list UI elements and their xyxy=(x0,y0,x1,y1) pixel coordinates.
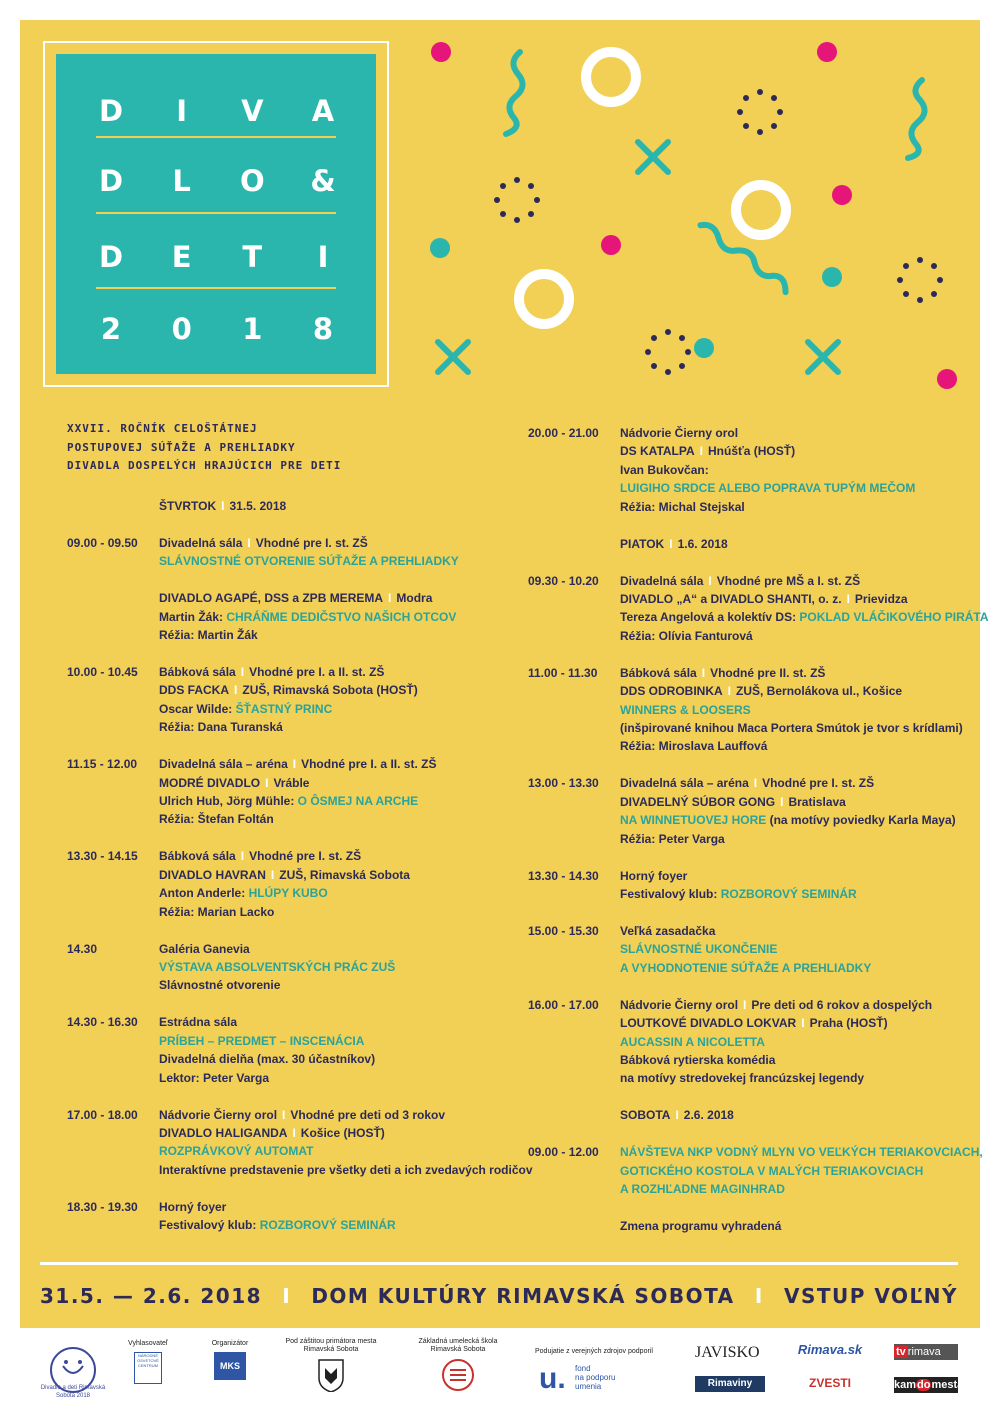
tv-rimava-logo xyxy=(894,1344,958,1360)
event-line xyxy=(159,1142,313,1160)
separator: I xyxy=(292,1126,296,1140)
event-time: 09.00 - 12.00 xyxy=(528,1145,599,1160)
event-line xyxy=(159,1216,396,1234)
separator: I xyxy=(270,867,275,882)
event-line xyxy=(620,627,753,645)
event-text: DIVADLO HALIGANDA xyxy=(159,1126,288,1140)
event-time: 11.15 - 12.00 xyxy=(67,757,138,772)
event-line xyxy=(159,774,309,792)
event-line xyxy=(620,701,751,719)
event-text: Slávnostné otvorenie xyxy=(159,978,281,993)
event-line xyxy=(159,681,418,699)
event-title: ROZBOROVÝ SEMINÁR xyxy=(259,1218,396,1233)
title-letter: O xyxy=(239,164,265,198)
separator: I xyxy=(292,757,297,772)
event-time: 09.00 - 09.50 xyxy=(67,536,138,550)
event-line xyxy=(159,958,395,976)
event-text: Divadelná sála xyxy=(620,573,704,588)
event-title: A ROZHĽADNE MAGINHRAD xyxy=(620,1182,785,1197)
separator: I xyxy=(753,776,758,791)
teal-cross xyxy=(808,342,838,372)
title-letter: L xyxy=(172,164,191,198)
event-text: ZUŠ, Bernolákova ul., Košice xyxy=(736,684,903,699)
festival-logo-text: Divadlo a deti Rimavská Sobota 2018 xyxy=(40,1385,106,1399)
event-text: Vhodné pre I. st. ZŠ xyxy=(762,776,875,791)
event-text: 2.6. 2018 xyxy=(683,1108,734,1123)
separator: I xyxy=(247,536,251,550)
event-text: ZUŠ, Rimavská Sobota xyxy=(279,867,410,882)
teal-squiggle xyxy=(506,52,523,134)
pink-dot xyxy=(832,185,852,205)
tv-name: rimava xyxy=(907,1346,941,1358)
event-text: Praha (HOSŤ) xyxy=(809,1016,888,1031)
separator: I xyxy=(846,592,850,606)
pink-dot xyxy=(937,369,957,389)
event-line xyxy=(620,424,738,442)
navy-dot-ring xyxy=(494,177,540,223)
event-text: Košice (HOSŤ) xyxy=(300,1126,385,1140)
logo-caption: Organizátor xyxy=(211,1340,249,1347)
event-text: Vhodné pre I. a II. st. ZŠ xyxy=(301,757,437,772)
event-text: Prievidza xyxy=(854,592,908,606)
event-text: (inšpirované knihou Maca Portera Smútok je tvor s krídlami) xyxy=(620,721,963,735)
teal-cross xyxy=(438,342,468,372)
kam-do-mesta-logo xyxy=(894,1377,964,1393)
separator: I xyxy=(282,1107,286,1122)
event-line xyxy=(620,461,709,479)
event-title: VÝSTAVA ABSOLVENTSKÝCH PRÁC ZUŠ xyxy=(159,960,396,974)
event-text: Bábková rytierska komédia xyxy=(620,1053,776,1067)
event-text: DIVADLO „A“ a DIVADLO SHANTI, o. z. xyxy=(620,592,842,606)
navy-dot-ring xyxy=(897,257,943,303)
kam-label: kam xyxy=(894,1379,917,1391)
tv-label: tv xyxy=(896,1346,906,1358)
white-ring xyxy=(586,52,636,102)
event-text: LOUTKOVÉ DIVADLO LOKVAR xyxy=(620,1016,797,1031)
event-text: DIVADLO HAVRAN xyxy=(159,867,266,882)
event-text: Lektor: Peter Varga xyxy=(159,1070,270,1085)
separator: I xyxy=(675,1108,679,1123)
event-title: AUCASSIN A NICOLETTA xyxy=(620,1034,765,1049)
event-text: DDS ODROBINKA xyxy=(620,684,723,699)
fond-name-line: umenia xyxy=(575,1382,602,1391)
event-line xyxy=(159,755,436,773)
event-line xyxy=(620,479,915,497)
logo-caption: Podujatie z verejných zdrojov podporil xyxy=(535,1348,653,1355)
fond-name-line: na podporu xyxy=(575,1373,616,1382)
event-time: 09.30 - 10.20 xyxy=(528,573,599,588)
event-text: Ulrich Hub, Jörg Mühle: xyxy=(159,794,298,808)
schedule-right-column xyxy=(528,424,989,1254)
event-line xyxy=(620,719,963,737)
event-text: Pre deti od 6 rokov a dospelých xyxy=(751,997,933,1012)
title-letter: D xyxy=(98,94,124,128)
event-text: Réžia: Peter Varga xyxy=(620,831,725,846)
event-line xyxy=(159,718,283,736)
subtitle-line: XXVII. ROČNÍK CELOŠTÁTNEJ xyxy=(67,422,258,435)
event-text: PIATOK xyxy=(620,536,665,551)
event-text: Bábková sála xyxy=(620,665,697,680)
event-line xyxy=(159,847,361,865)
logo-caption: Vyhlasovateľ xyxy=(128,1340,168,1347)
event-text: Veľká zasadačka xyxy=(620,924,716,938)
event-text: Réžia: Marian Lacko xyxy=(159,904,275,919)
event-text: Estrádna sála xyxy=(159,1015,238,1030)
event-text: Divadelná sála – aréna xyxy=(620,776,749,791)
title-letter: & xyxy=(310,164,336,198)
event-text: na motívy stredovekej francúzskej legendy xyxy=(620,1071,865,1086)
event-title: ROZBOROVÝ SEMINÁR xyxy=(720,887,857,901)
event-text: Nádvorie Čierny orol xyxy=(620,997,739,1012)
event-text: Réžia: Štefan Foltán xyxy=(159,812,274,827)
separator: I xyxy=(699,444,704,459)
event-line xyxy=(620,572,860,590)
logo-caption: Základná umelecká škola xyxy=(418,1338,498,1345)
title-letter: V xyxy=(241,94,264,128)
event-text: DIVADELNÝ SÚBOR GONG xyxy=(620,794,776,809)
logo-mks xyxy=(200,1340,260,1380)
footer-divider xyxy=(40,1262,958,1265)
event-text: DDS FACKA xyxy=(159,683,230,698)
event-text: Vhodné pre I. a II. st. ZŠ xyxy=(249,665,385,679)
teal-squiggle xyxy=(908,80,925,158)
subtitle-line: DIVADLA DOSPELÝCH HRAJÚCICH PRE DETI xyxy=(67,459,342,472)
separator: I xyxy=(754,1284,764,1308)
day-date: 31.5. 2018 xyxy=(229,499,287,513)
event-text: Bratislava xyxy=(788,794,846,809)
pink-dot xyxy=(431,42,451,62)
festival-venue: DOM KULTÚRY RIMAVSKÁ SOBOTA xyxy=(311,1284,735,1308)
title-letter: D xyxy=(98,240,124,274)
event-line xyxy=(620,774,874,792)
event-text: ZUŠ, Rimavská Sobota (HOSŤ) xyxy=(242,683,418,698)
title-letter: I xyxy=(317,240,329,274)
white-ring xyxy=(736,185,786,235)
event-line xyxy=(159,940,250,958)
event-title: O ÔSMEJ NA ARCHE xyxy=(297,794,419,808)
event-line xyxy=(620,1033,765,1051)
event-title: GOTICKÉHO KOSTOLA V MALÝCH TERIAKOVCIACH xyxy=(620,1163,924,1178)
coat-of-arms-icon xyxy=(317,1358,345,1392)
footer-bar xyxy=(40,1284,958,1308)
event-text: Horný foyer xyxy=(159,1199,227,1214)
event-text: Festivalový klub: xyxy=(620,887,721,901)
title-letter: I xyxy=(176,94,188,128)
event-text: 1.6. 2018 xyxy=(677,536,728,551)
separator: I xyxy=(240,849,245,864)
teal-cross xyxy=(638,142,668,172)
fond-logo-icon: u. xyxy=(539,1362,566,1395)
event-line xyxy=(620,664,825,682)
event-line xyxy=(159,884,328,902)
event-text: Anton Anderle: xyxy=(159,886,249,901)
event-line xyxy=(620,1180,785,1198)
event-title: LUIGIHO SRDCE ALEBO POPRAVA TUPÝM MEČOM xyxy=(620,481,916,496)
event-line xyxy=(620,1143,983,1161)
event-time: 13.00 - 13.30 xyxy=(528,776,599,791)
nos-logo: NÁRODNÉ OSVETOVÉ CENTRUM xyxy=(134,1352,162,1384)
event-line xyxy=(159,1161,533,1179)
mks-logo: MKS xyxy=(214,1352,246,1380)
event-text: DS KATALPA xyxy=(620,444,695,459)
event-line xyxy=(159,1050,375,1068)
logo-mesto xyxy=(283,1338,379,1397)
event-line xyxy=(620,867,687,885)
event-title: PRÍBEH – PREDMET – INSCENÁCIA xyxy=(159,1033,365,1048)
rimava-sk-logo: Rimava.sk xyxy=(797,1342,863,1357)
event-text: Vhodné pre I. st. ZŠ xyxy=(255,536,368,550)
teal-dot xyxy=(694,338,714,358)
event-text: Bábková sála xyxy=(159,849,236,864)
festival-logo xyxy=(38,1342,108,1403)
event-line xyxy=(620,996,932,1014)
event-text: Réžia: Miroslava Lauffová xyxy=(620,739,768,754)
logo-caption: Rimavská Sobota xyxy=(303,1346,359,1353)
separator: I xyxy=(743,997,747,1012)
event-line xyxy=(620,793,846,811)
day-name: ŠTVRTOK xyxy=(159,499,217,513)
separator: I xyxy=(669,536,673,551)
event-text: SOBOTA xyxy=(620,1108,671,1123)
event-line xyxy=(620,940,777,958)
event-time: 14.30 - 16.30 xyxy=(67,1015,138,1030)
title-row-2 xyxy=(96,164,338,198)
event-line xyxy=(620,1106,734,1124)
teal-dot xyxy=(822,267,842,287)
festival-dates: 31.5. — 2.6. 2018 xyxy=(40,1284,263,1308)
event-text: Divadelná dielňa (max. 30 účastníkov) xyxy=(159,1052,376,1067)
event-line xyxy=(159,903,274,921)
logo-zus xyxy=(410,1338,506,1397)
mesta-label: mesta xyxy=(931,1379,964,1391)
event-line xyxy=(159,700,332,718)
event-time: 17.00 - 18.00 xyxy=(67,1107,138,1122)
event-text: Modra xyxy=(396,591,433,606)
event-line xyxy=(620,590,908,608)
event-line xyxy=(159,552,459,570)
event-line xyxy=(620,1162,923,1180)
navy-dot-ring xyxy=(645,329,691,375)
event-text: Vhodné pre MŠ a I. st. ZŠ xyxy=(716,573,861,588)
event-time: 10.00 - 10.45 xyxy=(67,665,138,679)
entry-note: VSTUP VOĽNÝ xyxy=(783,1284,958,1308)
event-time: 13.30 - 14.30 xyxy=(528,868,599,883)
navy-dot-ring xyxy=(737,89,783,135)
event-text: DIVADLO AGAPÉ, DSS a ZPB MEREMA xyxy=(159,591,384,606)
title-letter: D xyxy=(98,164,124,198)
event-line xyxy=(620,959,871,977)
fond-name-line: fond xyxy=(575,1364,591,1373)
event-text: Vhodné pre I. st. ZŠ xyxy=(249,849,362,864)
title-letter: A xyxy=(311,94,335,128)
event-time: 15.00 - 15.30 xyxy=(528,924,599,938)
white-ring xyxy=(519,274,569,324)
event-text: Martin Žák: xyxy=(159,609,227,624)
event-text: Tereza Angelová a kolektív DS: xyxy=(620,610,800,625)
event-time: 18.30 - 19.30 xyxy=(67,1199,138,1214)
title-divider xyxy=(96,136,336,138)
event-line xyxy=(159,1198,226,1216)
event-line xyxy=(620,608,989,626)
event-title: ŠŤASTNÝ PRINC xyxy=(235,701,333,716)
title-letter: T xyxy=(242,240,263,274)
title-letter: 1 xyxy=(242,312,263,346)
logo-fond xyxy=(535,1348,665,1395)
event-text: Vhodné pre II. st. ZŠ xyxy=(710,665,826,680)
sponsor-logos xyxy=(0,1330,1000,1414)
subtitle-line: POSTUPOVEJ SÚŤAŽE A PREHLIADKY xyxy=(67,440,296,454)
event-title: A VYHODNOTENIE SÚŤAŽE A PREHLIADKY xyxy=(620,960,872,975)
zus-logo-icon xyxy=(441,1358,475,1392)
event-line xyxy=(620,737,767,755)
event-text: Nádvorie Čierny orol xyxy=(620,426,739,440)
separator: I xyxy=(780,794,784,809)
event-text: Oscar Wilde: xyxy=(159,701,236,716)
event-line xyxy=(159,534,368,552)
event-title: SLÁVNOSTNÉ UKONČENIE xyxy=(620,942,778,957)
event-line xyxy=(620,885,857,903)
event-text: Réžia: Martin Žák xyxy=(159,628,258,642)
event-line xyxy=(159,608,456,626)
event-text: MODRÉ DIVADLO xyxy=(159,775,261,790)
event-text: Zmena programu vyhradená xyxy=(620,1219,782,1234)
separator: I xyxy=(221,499,225,513)
separator: I xyxy=(801,1016,805,1031)
logo-caption: Pod záštitou primátora mesta xyxy=(285,1338,377,1345)
event-line xyxy=(620,1014,888,1032)
confetti-decoration xyxy=(420,30,960,400)
separator: I xyxy=(240,665,245,679)
event-line xyxy=(159,1013,237,1031)
event-text: (na motívy poviedky Karla Maya) xyxy=(766,813,956,828)
title-divider xyxy=(96,212,336,214)
event-title: NÁVŠTEVA NKP VODNÝ MLYN VO VEĽKÝCH TERIAKOVCIACH, xyxy=(620,1145,983,1160)
event-text: Nádvorie Čierny orol xyxy=(159,1107,278,1122)
event-line xyxy=(159,1106,445,1124)
logo-nos xyxy=(118,1340,178,1384)
event-text: Divadelná sála xyxy=(159,536,243,550)
event-line xyxy=(620,1069,864,1087)
event-line xyxy=(620,442,795,460)
festival-title xyxy=(56,54,376,374)
do-label: do xyxy=(917,1379,931,1391)
pink-dot xyxy=(601,235,621,255)
event-title: ROZPRÁVKOVÝ AUTOMAT xyxy=(159,1144,314,1159)
title-row-1 xyxy=(96,94,338,128)
event-text: Réžia: Michal Stejskal xyxy=(620,499,745,514)
event-text: Bábková sála xyxy=(159,665,236,679)
separator: I xyxy=(234,683,238,698)
event-line xyxy=(159,1069,269,1087)
event-line xyxy=(620,922,715,940)
event-line xyxy=(159,589,432,607)
javisko-logo: JAVISKO xyxy=(695,1344,760,1361)
event-line xyxy=(159,626,258,644)
event-time: 13.30 - 14.15 xyxy=(67,849,138,864)
event-text: Hnúšťa (HOSŤ) xyxy=(708,444,796,459)
title-row-3 xyxy=(96,240,338,274)
event-line xyxy=(620,498,745,516)
logo-caption: Rimavská Sobota xyxy=(430,1346,486,1353)
event-line xyxy=(159,792,418,810)
teal-dot xyxy=(430,238,450,258)
event-line xyxy=(620,1051,775,1069)
event-time: 20.00 - 21.00 xyxy=(528,426,599,440)
event-line xyxy=(620,1217,781,1235)
event-title: POKLAD VLÁČIKOVÉHO PIRÁTA xyxy=(799,610,989,625)
separator: I xyxy=(701,665,706,680)
event-title: WINNERS & LOOSERS xyxy=(620,702,751,717)
event-line xyxy=(159,866,410,884)
separator: I xyxy=(727,684,732,699)
event-text: Vráble xyxy=(273,775,310,790)
event-title: HLÚPY KUBO xyxy=(248,886,328,901)
event-line xyxy=(620,535,728,553)
separator: I xyxy=(282,1284,292,1308)
event-text: Galéria Ganevia xyxy=(159,941,250,956)
event-time: 14.30 xyxy=(67,941,98,956)
separator: I xyxy=(388,591,392,606)
event-line xyxy=(159,810,274,828)
event-text: Réžia: Dana Turanská xyxy=(159,720,283,735)
pink-dot xyxy=(817,42,837,62)
event-time: 11.00 - 11.30 xyxy=(528,665,598,680)
fond-name xyxy=(575,1364,615,1391)
event-line xyxy=(159,1032,364,1050)
title-letter: E xyxy=(171,240,192,274)
event-title: CHRÁŇME DEDIČSTVO NAŠICH OTCOV xyxy=(226,609,457,624)
event-text: Vhodné pre deti od 3 rokov xyxy=(290,1107,446,1122)
separator: I xyxy=(708,573,712,588)
event-line xyxy=(620,682,902,700)
title-row-4 xyxy=(96,312,338,346)
event-text: Ivan Bukovčan: xyxy=(620,462,709,477)
event-text: Horný foyer xyxy=(620,868,688,883)
event-line xyxy=(159,976,280,994)
title-letter: 0 xyxy=(171,312,192,346)
event-line xyxy=(159,1124,385,1142)
event-line xyxy=(620,811,956,829)
schedule-left-column xyxy=(67,534,533,1254)
event-text: Festivalový klub: xyxy=(159,1218,260,1233)
event-title: SLÁVNOSTNÉ OTVORENIE SÚŤAŽE A PREHLIADKY xyxy=(159,554,459,569)
event-line xyxy=(159,663,384,681)
event-line xyxy=(620,830,725,848)
festival-subtitle xyxy=(67,420,341,476)
rimaviny-logo: Rimaviny xyxy=(695,1376,765,1392)
title-divider xyxy=(96,287,336,289)
zvesti-logo: ZVESTI xyxy=(808,1376,851,1390)
event-text: Divadelná sála – aréna xyxy=(159,757,288,772)
title-letter: 2 xyxy=(100,312,122,346)
event-text: Réžia: Olívia Fanturová xyxy=(620,628,753,643)
event-text: Interaktívne predstavenie pre všetky deti a ich zvedavých rodičov xyxy=(159,1162,533,1177)
event-title: NA WINNETUOVEJ HORE xyxy=(620,813,767,828)
separator: I xyxy=(265,775,269,790)
title-letter: 8 xyxy=(312,312,334,346)
event-time: 16.00 - 17.00 xyxy=(528,997,599,1012)
